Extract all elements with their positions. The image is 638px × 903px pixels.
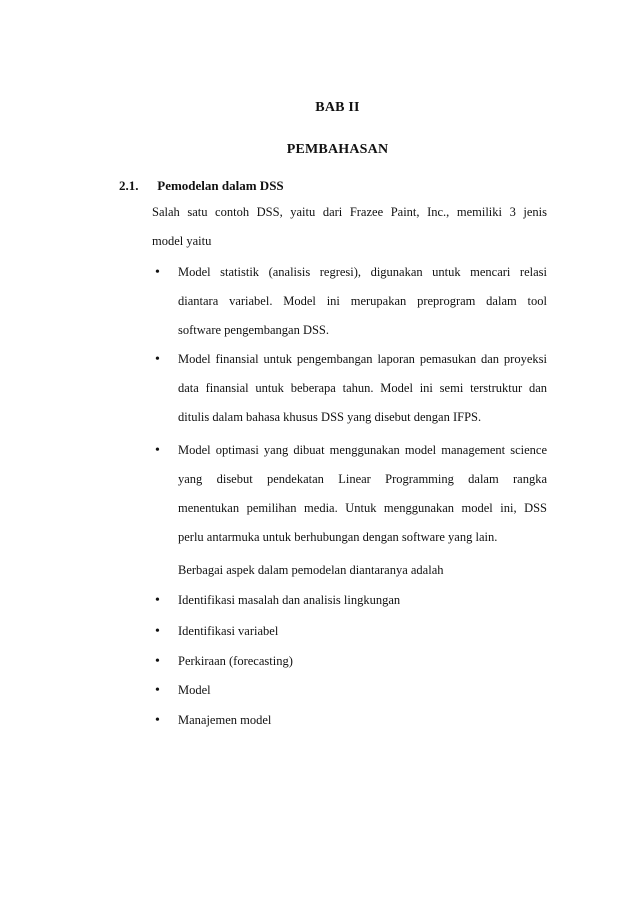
section-number: 2.1.: [119, 178, 139, 193]
list-item: [152, 258, 547, 345]
aspects-intro: Berbagai aspek dalam pemodelan diantaranya adalah: [178, 563, 444, 577]
bullet-icon: •: [155, 683, 160, 698]
list-item: [152, 647, 547, 676]
chapter-heading: BAB II: [315, 100, 360, 115]
list-item-label: Perkiraan (forecasting): [178, 654, 293, 668]
list-item-line: Model optimasi yang dibuat menggunakan model management science: [178, 443, 547, 457]
list-item-line: Model finansial untuk pengembangan laporan pemasukan dan proyeksi: [178, 352, 547, 366]
paragraph-line: model yaitu: [152, 234, 212, 248]
list-item-line: yang disebut pendekatan Linear Programming dalam rangka: [178, 472, 547, 486]
bullet-icon: •: [155, 654, 160, 669]
list-item-line: ditulis dalam bahasa khusus DSS yang disebut dengan IFPS.: [178, 410, 482, 424]
bullet-icon: •: [155, 265, 160, 280]
list-item: [152, 345, 547, 432]
list-item-label: Identifikasi masalah dan analisis lingkungan: [178, 593, 401, 607]
chapter-title: PEMBAHASAN: [286, 142, 389, 157]
paragraph-line: Salah satu contoh DSS, yaitu dari Frazee Paint, Inc., memiliki 3 jenis: [152, 205, 547, 219]
list-item-line: Model statistik (analisis regresi), digunakan untuk mencari relasi: [178, 265, 547, 279]
bullet-icon: •: [155, 593, 160, 608]
bullet-icon: •: [155, 624, 160, 639]
section-heading: [119, 178, 284, 194]
bullet-icon: •: [155, 713, 160, 728]
list-item-label: Identifikasi variabel: [178, 624, 279, 638]
list-item-line: perlu antarmuka untuk berhubungan dengan software yang lain.: [178, 530, 498, 544]
list-item-line: software pengembangan DSS.: [178, 323, 330, 337]
list-item: [152, 706, 547, 735]
bullet-icon: •: [155, 443, 160, 458]
section-title: Pemodelan dalam DSS: [157, 178, 284, 193]
list-item-label: Manajemen model: [178, 713, 272, 727]
intro-paragraph: [152, 198, 547, 256]
list-item-line: data finansial untuk beberapa tahun. Model ini semi terstruktur dan: [178, 381, 547, 395]
list-item: [152, 586, 547, 615]
list-item-label: Model: [178, 683, 211, 697]
list-item-line: diantara variabel. Model ini merupakan preprogram dalam tool: [178, 294, 547, 308]
list-item-line: menentukan pemilihan media. Untuk menggunakan model ini, DSS: [178, 501, 547, 515]
list-item: [152, 436, 547, 552]
list-item: [152, 676, 547, 705]
bullet-icon: •: [155, 352, 160, 367]
list-item: [152, 617, 547, 646]
